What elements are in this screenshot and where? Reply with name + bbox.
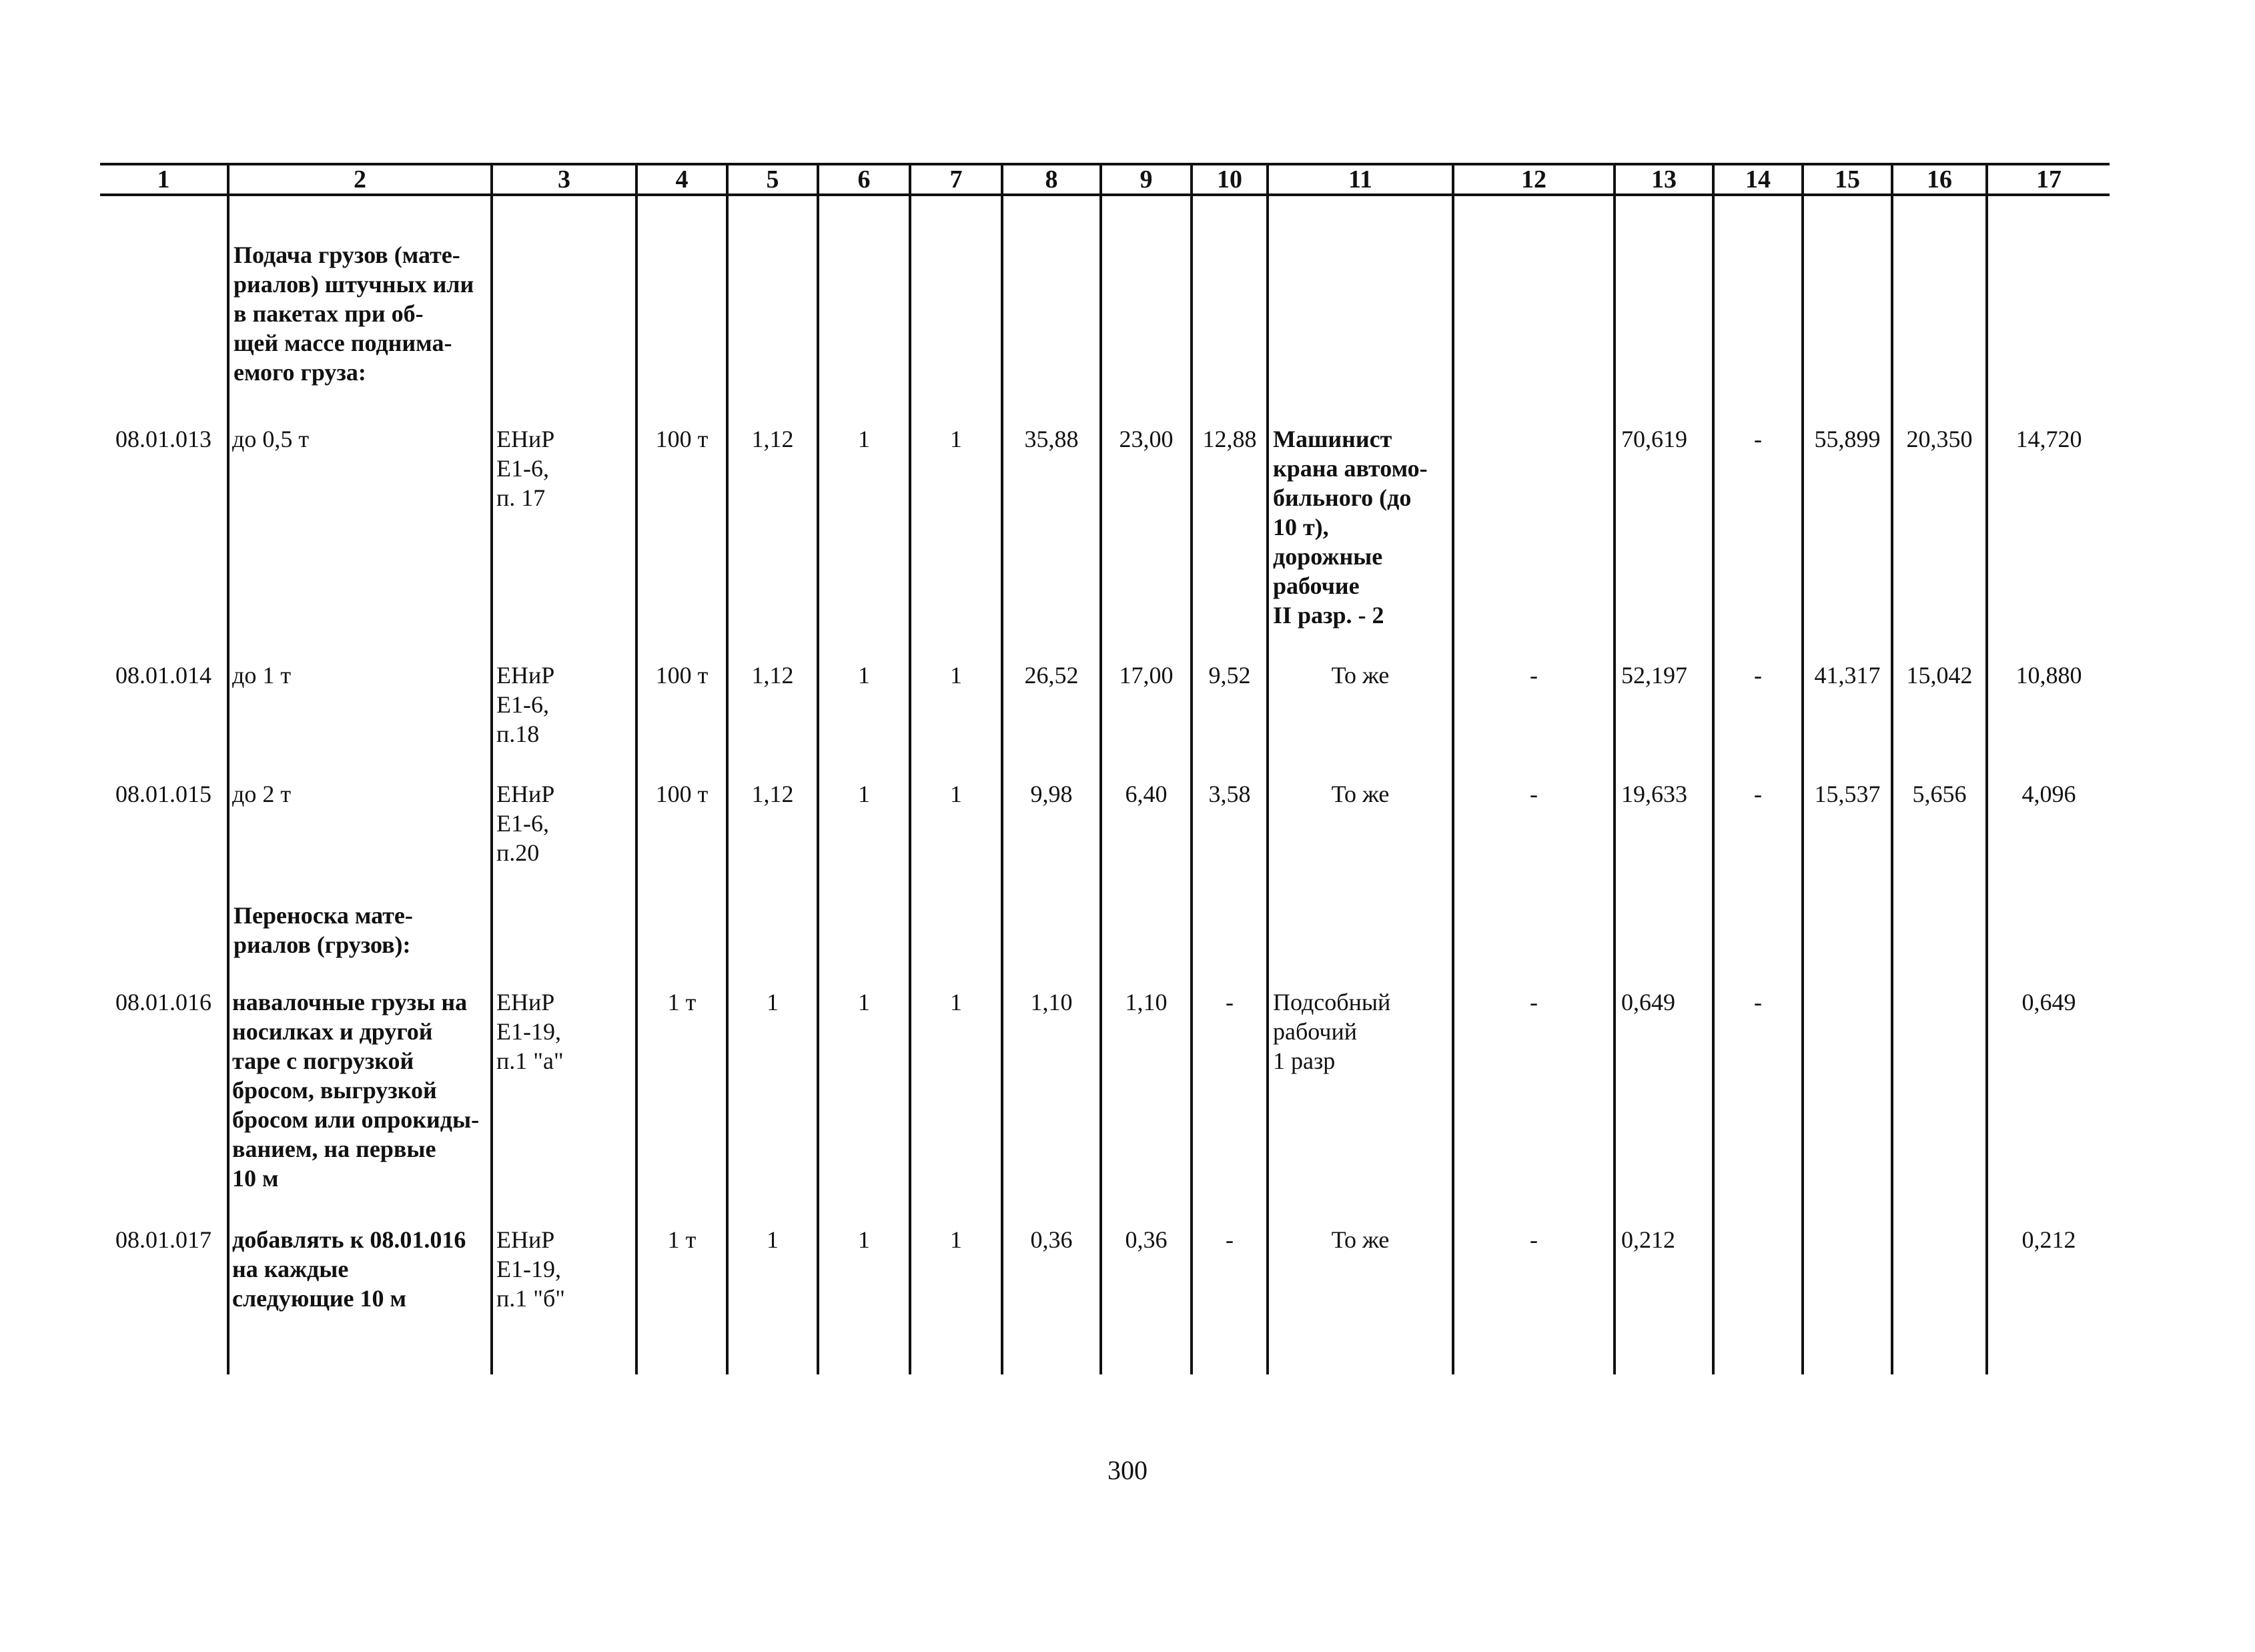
row-unit: 100 т — [655, 426, 709, 452]
row-reference: ЕНиР Е1-6, п. 17 — [496, 426, 555, 511]
row-reference: ЕНиР Е1-19, п.1 "а" — [496, 989, 564, 1074]
row-c9: 23,00 — [1119, 426, 1174, 452]
col-header-17: 17 — [2036, 165, 2062, 193]
row-c13: 70,619 — [1621, 426, 1687, 452]
row-c6: 1 — [858, 426, 870, 452]
col-header-1: 1 — [157, 165, 170, 193]
row-c7: 1 — [950, 989, 962, 1015]
row-unit: 1 т — [667, 1226, 697, 1253]
col-header-13: 13 — [1651, 165, 1677, 193]
column-border — [726, 163, 729, 1374]
page-number: 300 — [1107, 1455, 1148, 1485]
row-c11: То же — [1331, 781, 1390, 807]
row-c12: - — [1530, 989, 1538, 1015]
column-border — [909, 163, 911, 1374]
col-header-15: 15 — [1835, 165, 1860, 193]
column-border — [1985, 163, 1988, 1374]
row-c7: 1 — [950, 1226, 962, 1253]
row-c7: 1 — [950, 781, 962, 807]
row-c6: 1 — [858, 662, 870, 689]
column-border — [1099, 163, 1102, 1374]
row-name: до 1 т — [232, 662, 292, 689]
col-header-9: 9 — [1140, 165, 1153, 193]
row-c12: - — [1530, 662, 1538, 689]
col-header-2: 2 — [354, 165, 366, 193]
row-c10: 9,52 — [1208, 662, 1251, 689]
row-c5: 1 — [767, 989, 779, 1015]
row-c14: - — [1754, 662, 1762, 689]
row-name: навалочные грузы на носилках и другой таре с погрузкой бросом, выгрузкой бросом или опрокиды- ванием, на первые 10 м — [232, 989, 480, 1192]
row-c15: 55,899 — [1814, 426, 1881, 452]
column-border — [1190, 163, 1193, 1374]
col-header-4: 4 — [675, 165, 689, 193]
group-heading-carrying: Переноска мате- риалов (грузов): — [234, 902, 413, 958]
row-reference: ЕНиР Е1-6, п.20 — [496, 781, 555, 866]
col-header-6: 6 — [857, 165, 871, 193]
col-header-8: 8 — [1045, 165, 1058, 193]
row-c17: 14,720 — [2015, 426, 2082, 452]
row-c8: 26,52 — [1024, 662, 1079, 689]
column-border — [1891, 163, 1893, 1374]
row-name: добавлять к 08.01.016 на каждые следующие 10 м — [232, 1226, 466, 1312]
row-c6: 1 — [858, 989, 870, 1015]
column-border — [1452, 163, 1454, 1374]
row-c5: 1 — [767, 1226, 779, 1253]
column-border — [635, 163, 638, 1374]
row-code: 08.01.013 — [115, 426, 211, 452]
row-c12: - — [1530, 1226, 1538, 1253]
row-c5: 1,12 — [751, 662, 794, 689]
row-c9: 0,36 — [1125, 1226, 1168, 1253]
column-border — [1613, 163, 1616, 1374]
row-c17: 4,096 — [2021, 781, 2076, 807]
col-header-7: 7 — [949, 165, 963, 193]
row-c7: 1 — [950, 426, 962, 452]
row-c17: 10,880 — [2015, 662, 2082, 689]
column-border — [817, 163, 819, 1374]
row-c14: - — [1754, 426, 1762, 452]
row-name: до 0,5 т — [232, 426, 310, 452]
col-header-5: 5 — [766, 165, 779, 193]
row-c11: То же — [1331, 662, 1390, 689]
row-name: до 2 т — [232, 781, 292, 807]
row-c6: 1 — [858, 1226, 870, 1253]
row-c11: То же — [1331, 1226, 1390, 1253]
row-c14: - — [1754, 989, 1762, 1015]
row-c16: 5,656 — [1912, 781, 1967, 807]
row-code: 08.01.014 — [115, 662, 211, 689]
row-c8: 9,98 — [1030, 781, 1073, 807]
row-c13: 52,197 — [1621, 662, 1687, 689]
row-c17: 0,212 — [2021, 1226, 2076, 1253]
row-c9: 6,40 — [1125, 781, 1168, 807]
group-heading-cargo-feed: Подача грузов (мате- риалов) штучных или в пакетах при об- щей массе поднима- емого груза: — [234, 242, 474, 386]
row-code: 08.01.017 — [115, 1226, 211, 1253]
col-header-16: 16 — [1927, 165, 1952, 193]
row-c10: - — [1226, 989, 1234, 1015]
column-border — [490, 163, 493, 1374]
row-c12: - — [1530, 781, 1538, 807]
row-c11: Подсобный рабочий 1 разр — [1273, 989, 1391, 1074]
row-c5: 1,12 — [751, 781, 794, 807]
row-c16: 15,042 — [1906, 662, 1973, 689]
row-c15: 15,537 — [1814, 781, 1881, 807]
column-border — [1266, 163, 1269, 1374]
row-unit: 1 т — [667, 989, 697, 1015]
row-c13: 0,649 — [1621, 989, 1675, 1015]
column-border — [227, 163, 230, 1374]
col-header-3: 3 — [558, 165, 570, 193]
row-c8: 0,36 — [1030, 1226, 1073, 1253]
row-c10: 3,58 — [1208, 781, 1251, 807]
column-border — [1712, 163, 1715, 1374]
col-header-11: 11 — [1348, 165, 1372, 193]
row-c10: - — [1226, 1226, 1234, 1253]
row-c10: 12,88 — [1202, 426, 1257, 452]
row-c13: 19,633 — [1621, 781, 1687, 807]
column-border — [1001, 163, 1003, 1374]
row-c9: 1,10 — [1125, 989, 1168, 1015]
row-c16: 20,350 — [1906, 426, 1973, 452]
row-c6: 1 — [858, 781, 870, 807]
row-c8: 1,10 — [1030, 989, 1073, 1015]
row-c9: 17,00 — [1119, 662, 1174, 689]
row-c11: Машинист крана автомо- бильного (до 10 т), дорожные рабочие II разр. - 2 — [1273, 426, 1428, 629]
column-border — [1801, 163, 1804, 1374]
col-header-14: 14 — [1745, 165, 1771, 193]
row-unit: 100 т — [655, 781, 709, 807]
row-code: 08.01.015 — [115, 781, 211, 807]
header-bottom-rule — [100, 193, 2110, 196]
row-c8: 35,88 — [1024, 426, 1079, 452]
row-c14: - — [1754, 781, 1762, 807]
row-c15: 41,317 — [1814, 662, 1881, 689]
col-header-10: 10 — [1217, 165, 1242, 193]
row-c13: 0,212 — [1621, 1226, 1675, 1253]
row-c5: 1,12 — [751, 426, 794, 452]
row-reference: ЕНиР Е1-19, п.1 "б" — [496, 1226, 565, 1312]
row-code: 08.01.016 — [115, 989, 211, 1015]
row-c17: 0,649 — [2021, 989, 2076, 1015]
row-c7: 1 — [950, 662, 962, 689]
col-header-12: 12 — [1521, 165, 1546, 193]
row-reference: ЕНиР Е1-6, п.18 — [496, 662, 555, 747]
row-unit: 100 т — [655, 662, 709, 689]
